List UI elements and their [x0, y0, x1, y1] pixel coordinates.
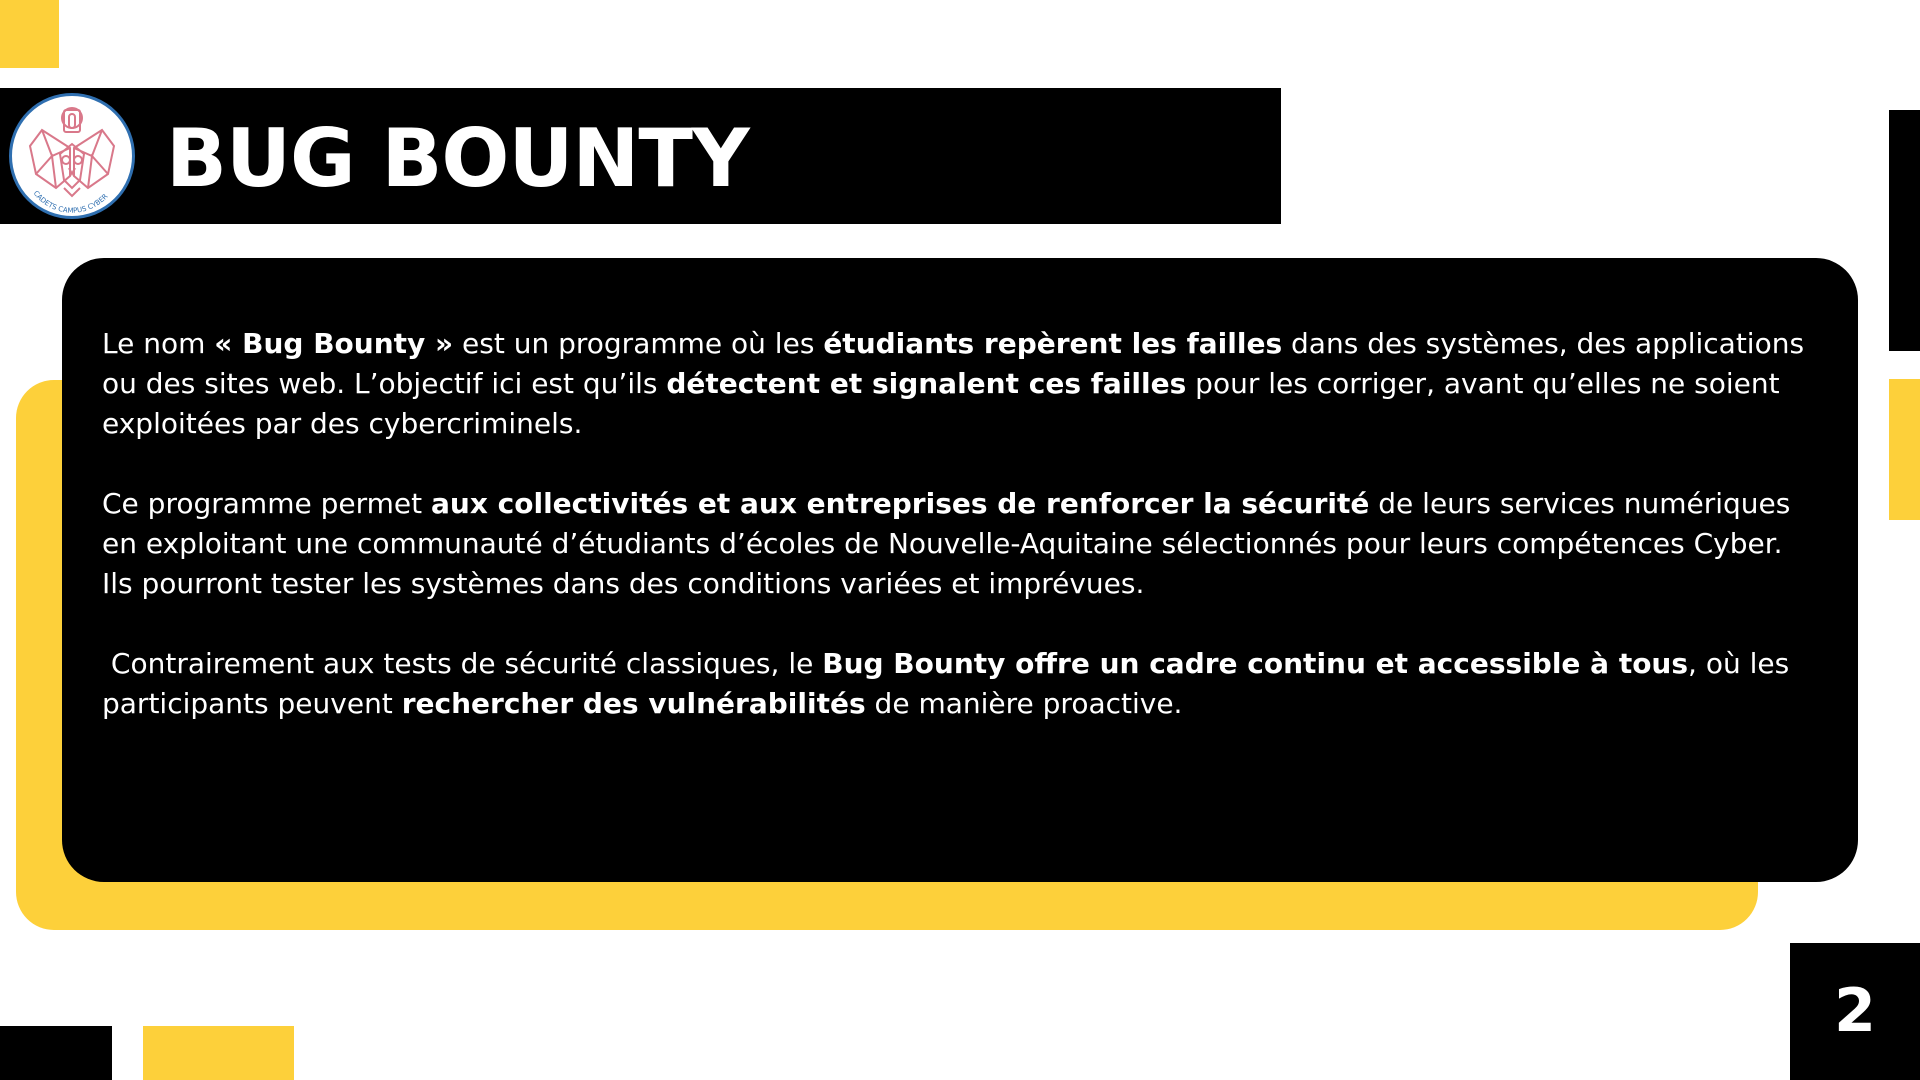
paragraph-3: [102, 644, 1822, 724]
bottom-block-dark: [0, 1026, 112, 1080]
content-panel: [62, 258, 1858, 882]
paragraph-2: [102, 484, 1822, 604]
p2-text-2: de leurs services numériques en exploitant une communauté d’étudiants d’écoles de Nouvelle-Aquitaine sélectionnés pour leurs compétences Cyber. Ils pourront tester les systèmes dans des conditions variées et imprévues.: [102, 487, 1791, 600]
content-text: [102, 324, 1822, 764]
p1-text-4: pour les corriger, avant qu’elles ne soient exploitées par des cybercriminels.: [102, 367, 1780, 440]
owl-logo-icon: [9, 93, 135, 219]
p1-bold-1: « Bug Bounty »: [214, 327, 454, 360]
bottom-block-yellow: [143, 1026, 294, 1080]
side-block-right-dark: [1889, 110, 1920, 351]
side-block-right-yellow: [1889, 379, 1920, 520]
p3-text-3: de manière proactive.: [865, 687, 1183, 720]
paragraph-1: [102, 324, 1822, 444]
corner-block-top-left: [0, 0, 59, 68]
p3-text-2: , où les participants peuvent: [102, 647, 1790, 720]
logo-ring-text: CADETS CAMPUS CYBER: [31, 189, 110, 215]
p2-text-1: Ce programme permet: [102, 487, 431, 520]
page-number: 2: [1834, 976, 1876, 1046]
p3-text-1: Contrairement aux tests de sécurité classiques, le: [102, 647, 823, 680]
p1-text-2: est un programme où les: [453, 327, 824, 360]
page-number-box: [1790, 943, 1920, 1080]
p3-bold-2: rechercher des vulnérabilités: [401, 687, 866, 720]
p1-text-1: Le nom: [102, 327, 215, 360]
page-title: BUG BOUNTY: [166, 112, 749, 205]
svg-text:CADETS CAMPUS CYBER: [32, 189, 110, 214]
p1-bold-3: détectent et signalent ces failles: [666, 367, 1187, 400]
p3-bold-1: Bug Bounty offre un cadre continu et accessible à tous: [822, 647, 1689, 680]
p2-bold-1: aux collectivités et aux entreprises de renforcer la sécurité: [431, 487, 1370, 520]
p1-bold-2: étudiants repèrent les failles: [823, 327, 1283, 360]
p1-text-3: dans des systèmes, des applications ou des sites web. L’objectif ici est qu’ils: [102, 327, 1805, 400]
